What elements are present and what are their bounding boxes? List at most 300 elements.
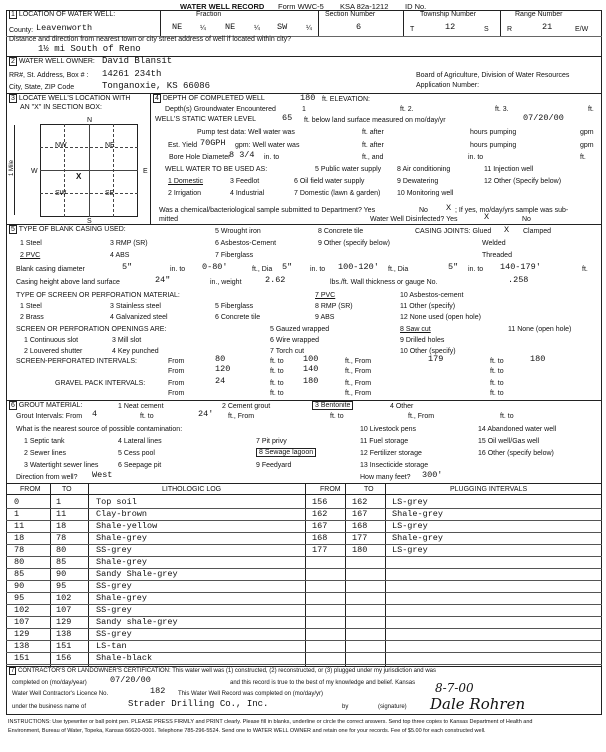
sw-label: SW [55, 190, 67, 197]
bore-in-to2: in. to [468, 154, 484, 161]
welded-label: Welded [482, 240, 506, 247]
record-completed-label: This Water Well Record was completed on (mo/day/yr) [178, 691, 324, 697]
opening-3: 3 Mill slot [112, 337, 142, 344]
use-label: WELL WATER TO BE USED AS: [165, 166, 268, 173]
use-8: 8 Air conditioning [397, 166, 451, 173]
log-col-plugging: PLUGGING INTERVALS [450, 486, 528, 493]
log-from: 102 [14, 605, 30, 615]
gravel-ft-1: ft., From [345, 380, 372, 387]
log-to: 151 [56, 641, 72, 651]
casing-joints-label: CASING JOINTS: Glued [415, 228, 492, 235]
screen-6: 6 Concrete tile [215, 314, 261, 321]
log-col-from-2: FROM [320, 486, 341, 493]
diam-in-to-2: in. to [310, 266, 326, 273]
diam-ft-dia-2: ft., Dia [388, 266, 409, 273]
perf-to-1: ft. to [270, 358, 284, 365]
screen-2: 2 Brass [20, 314, 44, 321]
fraction-label: Fraction [196, 11, 222, 18]
grout-to-value: 24' [198, 409, 214, 419]
diameter-label: Blank casing diameter [16, 266, 85, 273]
bore-label: Bore Hole Diameter [169, 154, 231, 161]
clamped-label: Clamped [523, 228, 552, 235]
chem-no: No [419, 207, 428, 214]
log-from: 18 [14, 533, 25, 543]
gw-2: ft. 2. [400, 106, 414, 113]
signature: Dale Rohren [430, 695, 526, 713]
contam-3: 3 Watertight sewer lines [24, 462, 99, 469]
gw-1: 1 [302, 106, 306, 113]
log-row-divider [6, 508, 305, 509]
log-description: LS-tan [96, 641, 127, 651]
s6-heading: 6 GROUT MATERIAL: [11, 402, 83, 409]
bore-value: 8 3/4 [229, 150, 255, 160]
west-label: W [31, 168, 38, 175]
glued-mark: X [504, 225, 510, 235]
plug-description: Shale-grey [392, 533, 444, 543]
yield-hours: hours pumping [470, 142, 517, 149]
opening-5: 5 Gauzed wrapped [270, 326, 330, 333]
township-value: 12 [445, 22, 456, 32]
screen-7-selected: 7 PVC [315, 292, 336, 299]
plug-row-divider [305, 508, 602, 509]
yield-gpm: gpm [580, 142, 594, 149]
opening-10: 10 Other (specify) [400, 348, 456, 355]
log-to: 90 [56, 569, 67, 579]
gravel-label: GRAVEL PACK INTERVALS: [55, 380, 146, 387]
contam-9: 9 Feedyard [256, 462, 292, 469]
log-to: 107 [56, 605, 72, 615]
perf-from-value-1: 80 [215, 354, 226, 364]
grout-3-selected: 3 Bentonite [312, 401, 353, 410]
log-row-divider [6, 580, 305, 581]
range-ew: E/W [575, 26, 589, 33]
opening-9: 9 Drilled holes [400, 337, 445, 344]
form-number: Form WWC-5 [278, 2, 324, 11]
perf-to-4: ft. to [490, 368, 504, 375]
use-9: 9 Dewatering [397, 178, 439, 185]
perf-from-1: From [168, 358, 185, 365]
screen-1: 1 Steel [20, 303, 42, 310]
opening-8-selected: 8 Saw cut [400, 326, 431, 333]
range-r: R [507, 26, 513, 33]
use-11: 11 Injection well [484, 166, 534, 173]
log-description: Shale-black [96, 653, 153, 663]
fraction-3: SW [277, 22, 288, 32]
gauge-value: .258 [508, 275, 529, 285]
log-col-to-2: TO [364, 486, 374, 493]
township-label: Township Number [420, 11, 477, 18]
casing-6: 6 Asbestos-Cement [215, 240, 277, 247]
completed-rest: and this record is true to the best of my knowledge and belief. Kansas [230, 680, 416, 686]
nw-label: NW [55, 142, 67, 149]
howmany-label: How many feet? [360, 474, 411, 481]
plug-to: 167 [352, 509, 368, 519]
casing-3: 3 RMP (SR) [110, 240, 148, 247]
plug-row-divider [305, 568, 602, 569]
log-row-divider [6, 556, 305, 557]
casing-height-value: 24" [155, 275, 171, 285]
log-description: Shale-grey [96, 593, 148, 603]
plug-description: LS-grey [392, 497, 428, 507]
log-to: 11 [56, 509, 67, 519]
perf-ft-1: ft., From [345, 358, 372, 365]
business-name: Strader Drilling Co., Inc. [128, 699, 269, 709]
direction-value: West [92, 470, 113, 480]
bore-and: ft., and [362, 154, 384, 161]
gw-ft: ft. [588, 106, 594, 113]
perf-to-value-1: 100 [303, 354, 319, 364]
log-description: Shale-yellow [96, 521, 158, 531]
groundwater-label: Depth(s) Groundwater Encountered [165, 106, 276, 113]
perf-from-value-2: 179 [428, 354, 444, 364]
plug-from: 168 [312, 533, 328, 543]
gravel-from-3: From [168, 390, 185, 397]
log-from: 95 [14, 593, 25, 603]
s3-heading: 3 LOCATE WELL'S LOCATION WITH [11, 95, 131, 102]
chem-no-mark: X [446, 203, 452, 213]
diameter-3: 5" [448, 262, 459, 272]
diameter-range-3: 140-179' [500, 262, 541, 272]
plug-row-divider [305, 652, 602, 653]
log-col-from: FROM [20, 486, 41, 493]
howmany-value: 300' [422, 470, 443, 480]
gravel-to-4: ft. to [490, 390, 504, 397]
log-description: Top soil [96, 497, 137, 507]
contam-6: 6 Seepage pit [118, 462, 162, 469]
grout-4: 4 Other [390, 403, 414, 410]
north-label: N [87, 117, 93, 124]
opening-11: 11 None (open hole) [508, 326, 572, 333]
plug-description: LS-grey [392, 521, 428, 531]
s5-heading: 5 TYPE OF BLANK CASING USED: [11, 226, 126, 233]
plug-to: 162 [352, 497, 368, 507]
county-value: Leavenworth [36, 23, 93, 33]
log-to: 95 [56, 581, 67, 591]
contam-11: 11 Fuel storage [360, 438, 409, 445]
log-row-divider [6, 592, 305, 593]
grout-ft-to: ft. to [140, 413, 154, 420]
log-description: SS-grey [96, 605, 132, 615]
disinfected-label: Water Well Disinfected? Yes [370, 216, 458, 223]
plug-to: 180 [352, 545, 368, 555]
city-label: City, State, ZIP Code [9, 84, 75, 91]
log-from: 11 [14, 521, 25, 531]
log-description: SS-grey [96, 545, 132, 555]
perf-ft-3: ft., From [345, 368, 372, 375]
plug-description: LS-grey [392, 545, 428, 555]
casing-2-selected: 2 PVC [20, 252, 41, 259]
log-from: 0 [14, 497, 20, 507]
contam-15: 15 Oil well/Gas well [478, 438, 540, 445]
static-date: 07/20/00 [523, 113, 564, 123]
perf-to-3: ft. to [270, 368, 284, 375]
weight-label: in., weight [210, 279, 242, 286]
log-row-divider [6, 544, 305, 545]
gravel-to-value: 180 [303, 376, 319, 386]
chem-mitted: mitted [159, 216, 179, 223]
grout-from-value: 4 [92, 409, 98, 419]
contam-5: 5 Cess pool [118, 450, 155, 457]
bore-in-to: in. to [264, 154, 280, 161]
perf-from-3: From [168, 368, 185, 375]
screen-10: 10 Asbestos-cement [400, 292, 464, 299]
perf-to-value-2: 180 [530, 354, 546, 364]
contam-4: 4 Lateral lines [118, 438, 162, 445]
static-label: WELL'S STATIC WATER LEVEL [155, 116, 257, 123]
business-label: under the business name of [12, 704, 87, 710]
owner-name: David Blansit [102, 56, 173, 66]
screen-12: 12 None used (open hole) [400, 314, 481, 321]
grout-intervals-label: Grout Intervals: From [16, 413, 83, 420]
pump-hours: hours pumping [470, 129, 517, 136]
gravel-to-2: ft. to [490, 380, 504, 387]
range-value: 21 [542, 22, 553, 32]
distance-label: Distance and direction from nearest town or city street address of well if located within city? [9, 36, 292, 43]
plug-to: 168 [352, 521, 368, 531]
grout-1: 1 Neat cement [118, 403, 164, 410]
gravel-from-value: 24 [215, 376, 226, 386]
plug-from: 177 [312, 545, 328, 555]
plug-row-divider [305, 532, 602, 533]
diam-in-to: in. to [170, 266, 186, 273]
contam-12: 12 Fertilizer storage [360, 450, 422, 457]
board-label: Board of Agriculture, Division of Water Resources [416, 72, 570, 79]
plug-row-divider [305, 556, 602, 557]
log-col-to: TO [62, 486, 72, 493]
log-from: 78 [14, 545, 25, 555]
quarter-3: ¼ [306, 25, 312, 32]
log-to: 1 [56, 497, 62, 507]
perf-to-2: ft. to [490, 358, 504, 365]
log-description: SS-grey [96, 629, 132, 639]
s7-line1: 7 CONTRACTOR'S OR LANDOWNER'S CERTIFICATION: This water well was (1) constructed, (2) reconstructed, or (3) plugged under my jurisdiction and was [11, 668, 436, 674]
s4-heading: 4 DEPTH OF COMPLETED WELL [155, 95, 265, 102]
casing-8: 8 Concrete tile [318, 228, 364, 235]
contam-8-selected: 8 Sewage lagoon [256, 448, 316, 457]
s1-heading: 1 LOCATION OF WATER WELL: [11, 11, 116, 18]
ne-label: NE [105, 142, 115, 149]
log-from: 151 [14, 653, 30, 663]
plug-to: 177 [352, 533, 368, 543]
opening-7: 7 Torch cut [270, 348, 305, 355]
openings-heading: SCREEN OR PERFORATION OPENINGS ARE: [16, 326, 167, 333]
gravel-to-1: ft. to [270, 380, 284, 387]
diam-in-to-3: in. to [468, 266, 484, 273]
signature-date: 8-7-00 [435, 681, 474, 695]
contam-7: 7 Pit privy [256, 438, 287, 445]
owner-city: Tonganoxie, KS 66086 [102, 81, 211, 91]
township-t: T [410, 26, 415, 33]
plug-row-divider [305, 616, 602, 617]
disinfected-no: No [522, 216, 531, 223]
range-label: Range Number [515, 11, 563, 18]
plug-description: Shale-grey [392, 509, 444, 519]
pump-gpm: gpm [580, 129, 594, 136]
se-label: SE [105, 190, 115, 197]
yield-rest: gpm: Well water was [235, 142, 300, 149]
instructions-line-2: Environment, Bureau of Water, Topeka, Kansas 66620-0001. Telephone 785-296-5524. Send one to WATER WELL OWNER and retain one for your records. Fee of $5.00 for each constructed well. [8, 728, 486, 734]
log-description: Shale-grey [96, 557, 148, 567]
log-from: 129 [14, 629, 30, 639]
log-description: Shale-grey [96, 533, 148, 543]
township-s: S [484, 26, 489, 33]
screen-11: 11 Other (specify) [400, 303, 456, 310]
casing-1: 1 Steel [20, 240, 42, 247]
grout-2: 2 Cement grout [222, 403, 271, 410]
log-to: 129 [56, 617, 72, 627]
gravel-to-3: ft. to [270, 390, 284, 397]
completed-date: 07/20/00 [110, 675, 151, 685]
log-description: Sandy shale-grey [96, 617, 178, 627]
quarter-1: ¼ [200, 25, 206, 32]
log-description: SS-grey [96, 581, 132, 591]
diameter-2: 5" [282, 262, 293, 272]
casing-5: 5 Wrought iron [215, 228, 261, 235]
casing-7: 7 Fiberglass [215, 252, 254, 259]
casing-height-label: Casing height above land surface [16, 279, 120, 286]
log-from: 80 [14, 557, 25, 567]
log-row-divider [6, 604, 305, 605]
use-2: 2 Irrigation [168, 190, 202, 197]
distance-value: 1½ mi South of Reno [38, 44, 141, 54]
log-row-divider [6, 628, 305, 629]
plug-from: 162 [312, 509, 328, 519]
log-from: 107 [14, 617, 30, 627]
casing-9: 9 Other (specify below) [318, 240, 390, 247]
s2-heading: 2 WATER WELL OWNER: [11, 58, 95, 65]
id-number-label: ID No. [405, 2, 427, 11]
log-to: 80 [56, 545, 67, 555]
s3-heading2: AN "X" IN SECTION BOX: [20, 104, 102, 111]
mile-label: 1 Mile [9, 159, 16, 177]
fraction-2: NE [225, 22, 236, 32]
use-3: 3 Feedlot [230, 178, 260, 185]
application-label: Application Number: [416, 82, 480, 89]
contam-14: 14 Abandoned water well [478, 426, 557, 433]
log-from: 1 [14, 509, 20, 519]
log-to: 156 [56, 653, 72, 663]
license-label: Water Well Contractor's Licence No. [12, 691, 109, 697]
completed-label: completed on (mo/day/year) [12, 680, 87, 686]
use-4: 4 Industrial [230, 190, 265, 197]
chem-label: Was a chemical/bacteriological sample submitted to Department? Yes [159, 207, 376, 214]
depth-value: 180 [300, 93, 316, 103]
screen-3: 3 Stainless steel [110, 303, 161, 310]
diameter-range-1: 0-80' [202, 262, 228, 272]
license-number: 182 [150, 686, 166, 696]
contam-13: 13 Insecticide storage [360, 462, 429, 469]
contam-1: 1 Septic tank [24, 438, 65, 445]
contam-2: 2 Sewer lines [24, 450, 67, 457]
grout-ft-to-2: ft. to [330, 413, 344, 420]
perf-to-value-3: 140 [303, 364, 319, 374]
gravel-ft-3: ft., From [345, 390, 372, 397]
fraction-1: NE [172, 22, 183, 32]
ksa-number: KSA 82a-1212 [340, 2, 389, 11]
gauge-label: lbs./ft. Wall thickness or gauge No. [330, 279, 438, 286]
by-label: by [342, 704, 349, 710]
log-description: Sandy Shale-grey [96, 569, 178, 579]
use-10: 10 Monitoring well [397, 190, 454, 197]
plug-row-divider [305, 592, 602, 593]
plug-from: 167 [312, 521, 328, 531]
signature-label: (signature) [378, 704, 407, 710]
owner-address: 14261 234th [102, 69, 162, 79]
chem-rest: ; If yes, mo/day/yrs sample was sub- [455, 207, 569, 214]
use-7: 7 Domestic (lawn & garden) [294, 190, 381, 197]
casing-4: 4 ABS [110, 252, 130, 259]
well-location-x: X [76, 172, 82, 181]
pump-after: ft. after [362, 129, 384, 136]
use-1-selected: 1 Domestic [168, 178, 204, 185]
log-row-divider [6, 640, 305, 641]
log-to: 85 [56, 557, 67, 567]
plug-row-divider [305, 640, 602, 641]
weight-value: 2.62 [265, 275, 286, 285]
static-value: 65 [282, 113, 293, 123]
screen-heading: TYPE OF SCREEN OR PERFORATION MATERIAL: [16, 292, 180, 299]
yield-after: ft. after [362, 142, 384, 149]
section-number-label: Section Number [325, 11, 376, 18]
log-row-divider [6, 532, 305, 533]
elevation-label: ft. ELEVATION: [322, 96, 370, 103]
opening-1: 1 Continuous slot [24, 337, 79, 344]
log-to: 18 [56, 521, 67, 531]
grout-ft-from: ft., From [228, 413, 255, 420]
plug-row-divider [305, 544, 602, 545]
yield-label: Est. Yield [168, 142, 198, 149]
opening-6: 6 Wire wrapped [270, 337, 320, 344]
perf-label: SCREEN-PERFORATED INTERVALS: [16, 358, 137, 365]
use-5: 5 Public water supply [315, 166, 382, 173]
address-label: RR#, St. Address, Box # : [9, 72, 89, 79]
grout-ft-from-2: ft., From [408, 413, 435, 420]
plug-row-divider [305, 628, 602, 629]
diam-ft: ft. [582, 266, 588, 273]
direction-label: Direction from well? [16, 474, 78, 481]
instructions-line-1: INSTRUCTIONS: Use typewriter or ball point pen. PLEASE PRESS FIRMLY and PRINT clearly. Please fill in blanks, underline or circle the correct answers. Send top three copies to Kansas Department of Health and [8, 719, 533, 725]
log-from: 90 [14, 581, 25, 591]
screen-5: 5 Fiberglass [215, 303, 254, 310]
yield-value: 70GPH [200, 138, 226, 148]
pump-test-label: Pump test data: Well water was [197, 129, 295, 136]
threaded-label: Threaded [482, 252, 512, 259]
opening-4: 4 Key punched [112, 348, 159, 355]
log-description: Clay-brown [96, 509, 148, 519]
diam-ft-dia: ft., Dia [252, 266, 273, 273]
log-row-divider [6, 664, 305, 665]
log-to: 138 [56, 629, 72, 639]
gw-3: ft. 3. [495, 106, 509, 113]
plug-row-divider [305, 520, 602, 521]
contam-10: 10 Livestock pens [360, 426, 417, 433]
plug-row-divider [305, 604, 602, 605]
log-from: 138 [14, 641, 30, 651]
diameter-range-2: 100-120' [338, 262, 379, 272]
grout-ft-to-3: ft. to [500, 413, 514, 420]
section-value: 6 [356, 22, 362, 32]
bore-ft: ft. [580, 154, 586, 161]
static-rest: ft. below land surface measured on mo/day/yr [304, 117, 446, 124]
plug-row-divider [305, 580, 602, 581]
log-to: 78 [56, 533, 67, 543]
gravel-from-1: From [168, 380, 185, 387]
plug-from: 156 [312, 497, 328, 507]
quarter-2: ¼ [254, 25, 260, 32]
east-label: E [143, 168, 148, 175]
diameter-1: 5" [122, 262, 133, 272]
screen-8: 8 RMP (SR) [315, 303, 353, 310]
